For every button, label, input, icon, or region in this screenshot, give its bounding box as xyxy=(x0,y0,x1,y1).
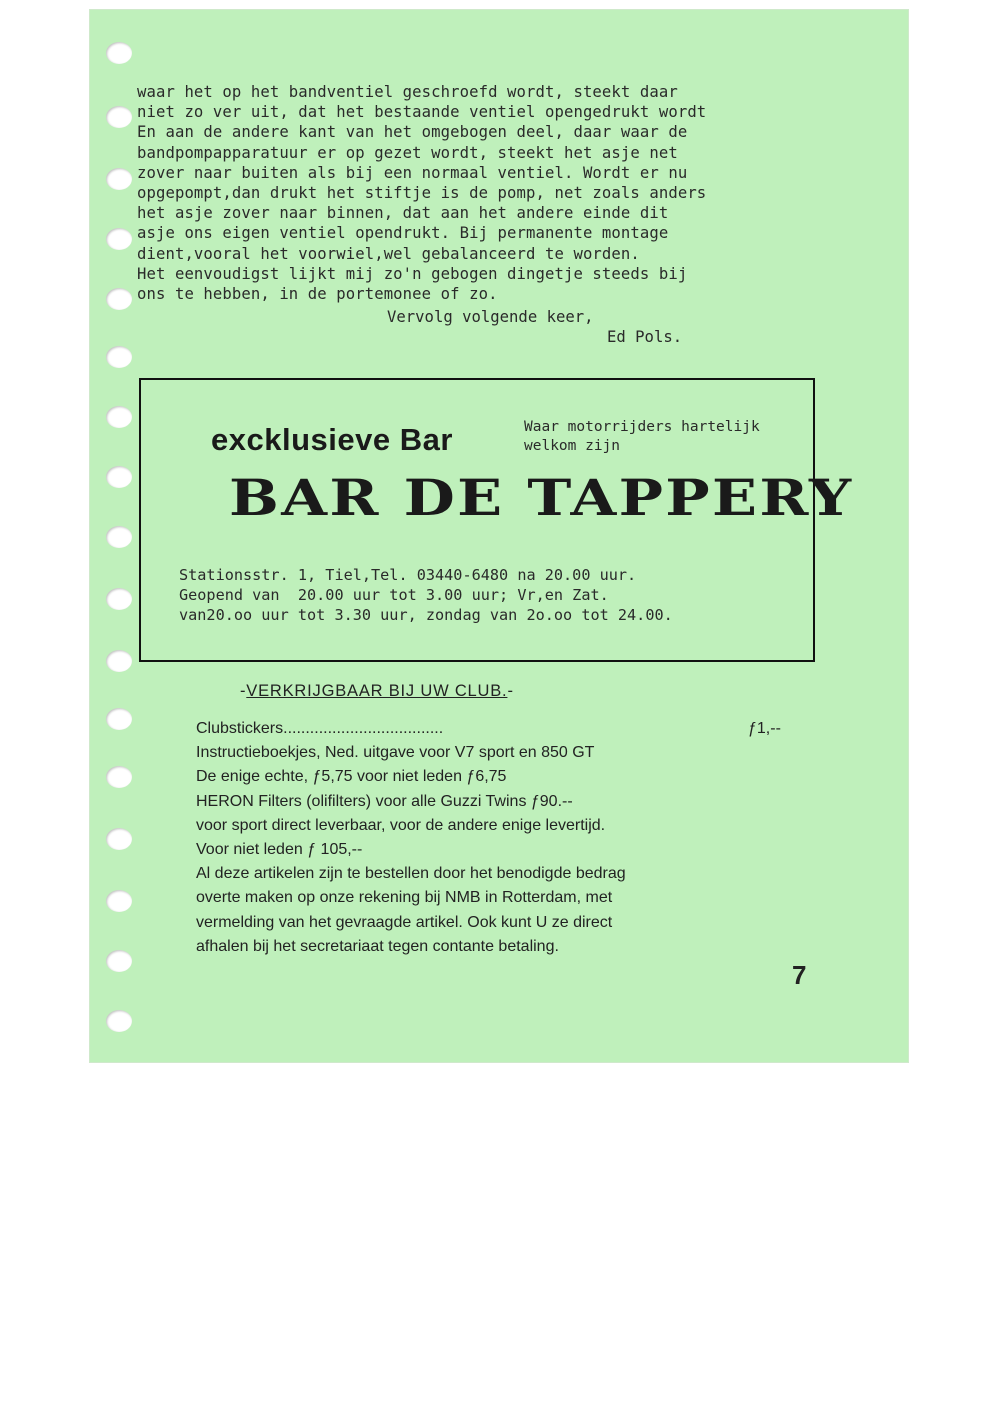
article-line: zover naar buiten als bij een normaal ventiel. Wordt er nu xyxy=(137,163,688,182)
list-item: voor sport direct leverbaar, voor de andere enige levertijd. xyxy=(196,816,606,834)
binder-hole xyxy=(106,950,132,972)
binder-hole xyxy=(106,650,132,672)
article-line: niet zo ver uit, dat het bestaande ventiel opengedrukt wordt xyxy=(137,103,707,122)
list-item: HERON Filters (olifilters) voor alle Guzzi Twins ƒ90.-- xyxy=(196,792,573,810)
binder-hole xyxy=(106,346,132,368)
binder-hole xyxy=(106,228,132,250)
binder-hole xyxy=(106,708,132,730)
article-line: bandpompapparatuur er op gezet wordt, steekt het asje net xyxy=(137,143,678,162)
binder-hole xyxy=(106,106,132,128)
ad-hours: Geopend van 20.00 uur tot 3.00 uur; Vr,en Zat. xyxy=(179,586,609,604)
binder-hole xyxy=(106,588,132,610)
list-item: De enige echte, ƒ5,75 voor niet leden ƒ6,75 xyxy=(196,768,507,786)
article-author: Ed Pols. xyxy=(607,328,683,346)
article-line: asje ons eigen ventiel opendrukt. Bij permanente montage xyxy=(137,224,669,243)
binder-hole xyxy=(106,406,132,428)
article-line: het asje zover naar binnen, dat aan het andere einde dit xyxy=(137,204,669,223)
list-item: Voor niet leden ƒ 105,-- xyxy=(196,841,363,859)
binder-hole xyxy=(106,466,132,488)
document-page xyxy=(90,10,908,1062)
binder-hole xyxy=(106,1010,132,1032)
ad-tagline: excklusieve Bar xyxy=(211,422,453,457)
ad-hours: van20.oo uur tot 3.30 uur, zondag van 2o.oo tot 24.00. xyxy=(179,606,673,624)
list-item xyxy=(196,717,836,741)
binder-hole xyxy=(106,828,132,850)
section-title-text: VERKRIJGBAAR BIJ UW CLUB. xyxy=(246,682,508,700)
ad-address: Stationsstr. 1, Tiel,Tel. 03440-6480 na 20.00 uur. xyxy=(179,566,637,584)
ad-welcome-text: Waar motorrijders hartelijk welkom zijn xyxy=(524,419,760,454)
section-title-prefix: - xyxy=(240,682,247,700)
list-item: vermelding van het gevraagde artikel. Ook kunt U ze direct xyxy=(196,913,613,931)
binder-hole xyxy=(106,766,132,788)
list-item: Instructieboekjes, Ned. uitgave voor V7 sport en 850 GT xyxy=(196,744,595,762)
binder-hole xyxy=(106,526,132,548)
ad-info xyxy=(179,565,799,625)
binder-hole xyxy=(106,890,132,912)
article-line: opgepompt,dan drukt het stiftje is de pomp, net zoals anders xyxy=(137,184,707,203)
section-title xyxy=(240,682,514,701)
article-line: waar het op het bandventiel geschroefd wordt, steekt daar xyxy=(137,83,678,101)
article-line: ons te hebben, in de portemonee of zo. xyxy=(137,285,498,304)
list-item: afhalen bij het secretariaat tegen contante betaling. xyxy=(196,937,559,955)
binder-hole xyxy=(106,288,132,310)
binder-hole xyxy=(106,168,132,190)
binder-hole xyxy=(106,42,132,64)
ad-bar-name: BAR DE TAPPERY xyxy=(229,468,854,527)
article-line: En aan de andere kant van het omgebogen deel, daar waar de xyxy=(137,123,688,142)
article-line: dient,vooral het voorwiel,wel gebalanceerd te worden. xyxy=(137,244,640,263)
section-title-suffix: - xyxy=(507,682,514,700)
list-item: Al deze artikelen zijn te bestellen door het benodigde bedrag xyxy=(196,865,626,883)
page-number: 7 xyxy=(792,960,807,990)
advertisement-box xyxy=(139,378,854,662)
article-closing: Vervolg volgende keer, xyxy=(387,308,594,326)
list-item: overte maken op onze rekening bij NMB in Rotterdam, met xyxy=(196,889,613,907)
club-items-list xyxy=(196,717,836,959)
article-line: Het eenvoudigst lijkt mij zo'n gebogen dingetje steeds bij xyxy=(137,264,688,283)
item-stickers-price: ƒ1,-- xyxy=(748,720,781,737)
article-body xyxy=(137,82,857,304)
item-stickers: Clubstickers.................................... xyxy=(196,720,444,737)
